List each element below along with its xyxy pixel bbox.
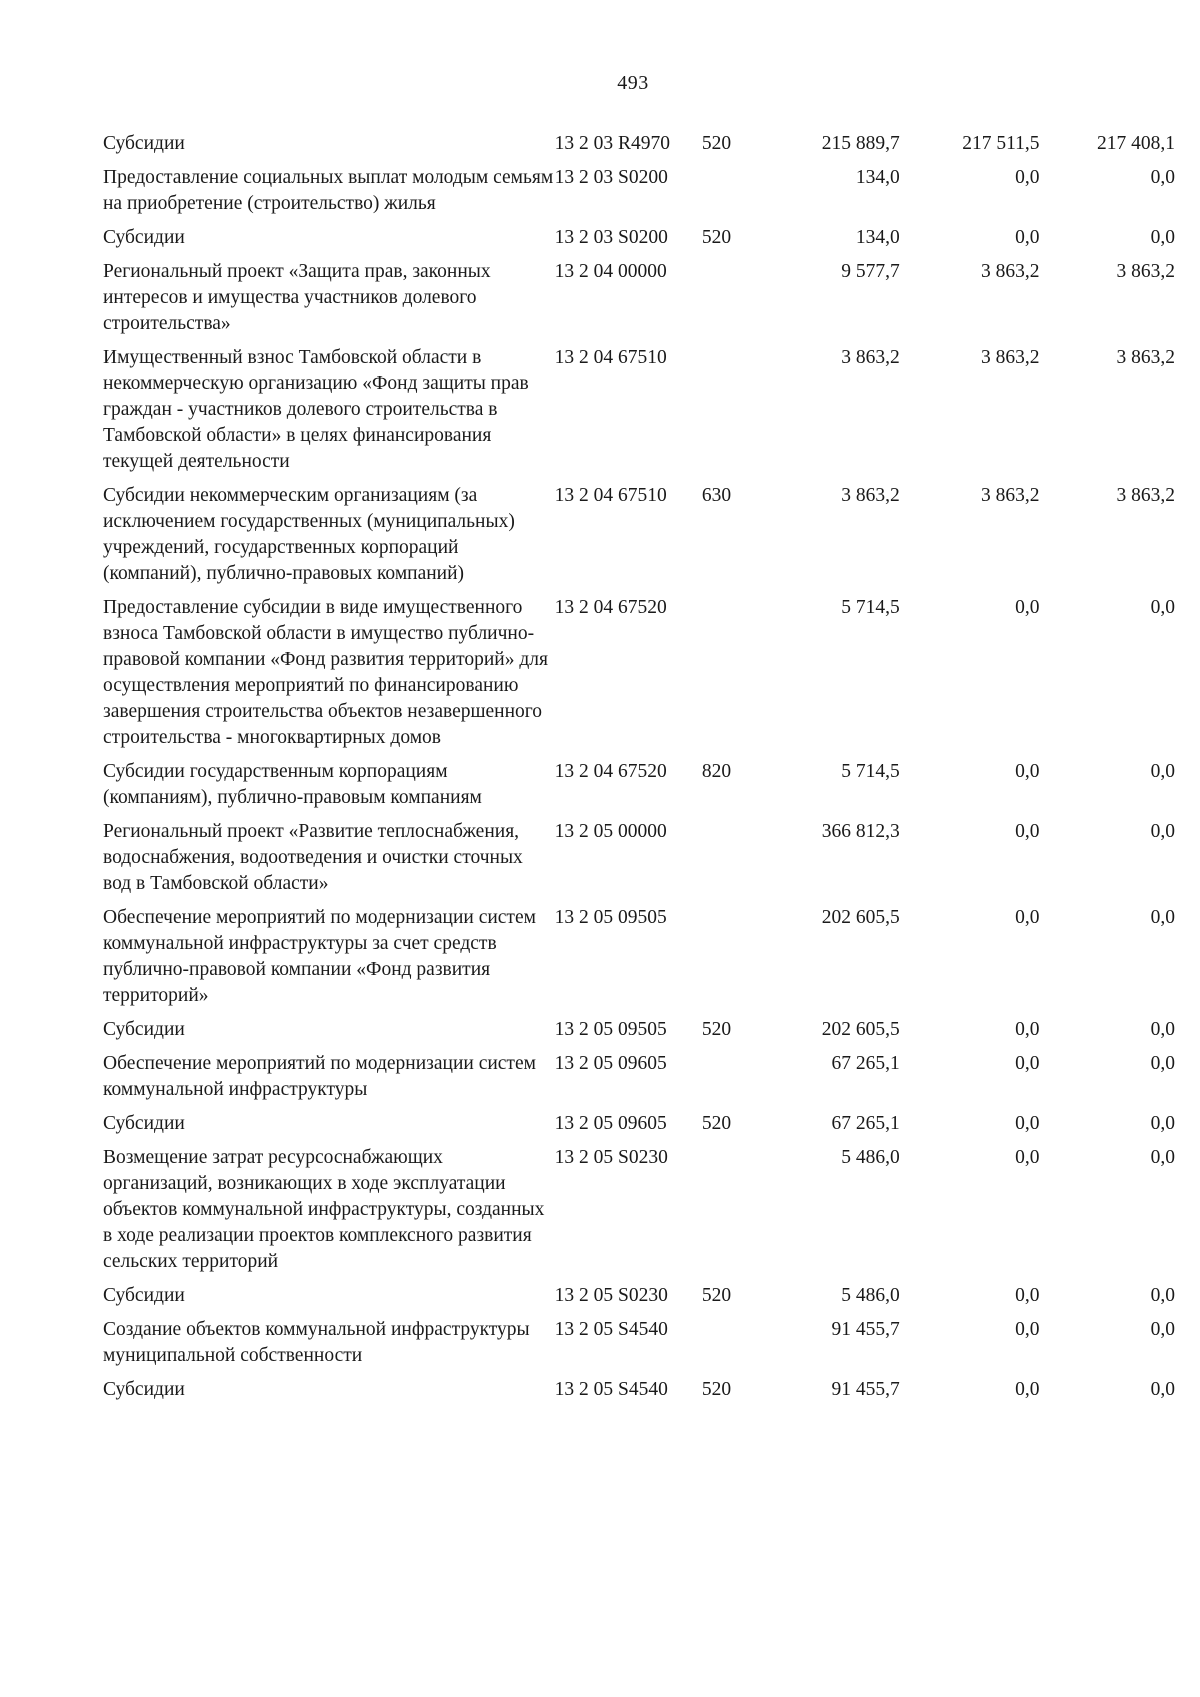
row-amount-year-2: 0,0 <box>1015 1379 1040 1400</box>
row-code: 13 2 05 09605 <box>554 1053 667 1074</box>
row-expense-type: 820 <box>701 761 732 782</box>
row-code: 13 2 04 00000 <box>554 261 667 282</box>
row-name: Субсидии <box>103 1379 185 1400</box>
row-amount-year-3: 0,0 <box>1150 1147 1175 1168</box>
row-amount-year-1: 67 265,1 <box>831 1053 900 1074</box>
row-expense-type: 520 <box>701 133 732 154</box>
row-amount-year-3: 0,0 <box>1150 1053 1175 1074</box>
row-expense-type <box>702 905 777 1017</box>
row-expense-type: 630 <box>701 485 732 506</box>
table-row <box>103 595 1175 759</box>
row-expense-type <box>702 259 777 345</box>
row-expense-type: 520 <box>701 1019 732 1040</box>
row-amount-year-3: 0,0 <box>1150 821 1175 842</box>
table-row <box>103 1145 1175 1283</box>
row-amount-year-1: 67 265,1 <box>831 1113 900 1134</box>
row-code: 13 2 03 R4970 <box>554 133 670 154</box>
table-row <box>103 819 1175 905</box>
row-code: 13 2 05 09505 <box>554 1019 667 1040</box>
row-amount-year-3: 0,0 <box>1150 1019 1175 1040</box>
row-amount-year-2: 0,0 <box>1015 821 1040 842</box>
row-code: 13 2 03 S0200 <box>554 227 668 248</box>
table-row <box>103 1017 1175 1051</box>
row-amount-year-1: 202 605,5 <box>821 1019 900 1040</box>
row-expense-type <box>702 1317 777 1377</box>
row-code: 13 2 05 S0230 <box>554 1285 668 1306</box>
row-code: 13 2 05 S4540 <box>554 1319 668 1340</box>
row-name: Предоставление субсидии в виде имущественного взноса Тамбовской области в имущество публично-правовой компании «Фонд развития территорий» для осуществления мероприятий по финансированию завершения строительства объектов незавершенного строительства - многоквартирных домов <box>103 597 548 748</box>
row-amount-year-1: 134,0 <box>855 227 900 248</box>
row-name: Субсидии некоммерческим организациям (за исключением государственных (муниципальных) учреждений, государственных корпораций (компаний), публично-правовых компаний) <box>103 485 515 584</box>
row-amount-year-1: 5 714,5 <box>841 597 900 618</box>
row-name: Предоставление социальных выплат молодым семьям на приобретение (строительство) жилья <box>103 167 554 214</box>
row-name: Обеспечение мероприятий по модернизации систем коммунальной инфраструктуры за счет средств публично-правовой компании «Фонд развития территорий» <box>103 907 536 1006</box>
row-amount-year-3: 0,0 <box>1150 1379 1175 1400</box>
row-amount-year-2: 217 511,5 <box>962 133 1040 154</box>
row-name: Имущественный взнос Тамбовской области в некоммерческую организацию «Фонд защиты прав граждан - участников долевого строительства в Тамбовской области» в целях финансирования текущей деятельности <box>103 347 529 472</box>
row-amount-year-2: 0,0 <box>1015 167 1040 188</box>
row-name: Субсидии <box>103 227 185 248</box>
row-amount-year-2: 3 863,2 <box>980 261 1040 282</box>
row-amount-year-1: 134,0 <box>855 167 900 188</box>
row-amount-year-2: 0,0 <box>1015 761 1040 782</box>
row-amount-year-1: 5 486,0 <box>841 1285 900 1306</box>
row-expense-type: 520 <box>701 1113 732 1134</box>
row-expense-type <box>702 345 777 483</box>
row-expense-type: 520 <box>701 1285 732 1306</box>
row-expense-type <box>702 595 777 759</box>
row-amount-year-2: 0,0 <box>1015 597 1040 618</box>
row-code: 13 2 04 67510 <box>554 347 667 368</box>
row-name: Создание объектов коммунальной инфраструктуры муниципальной собственности <box>103 1319 530 1366</box>
row-name: Региональный проект «Защита прав, законных интересов и имущества участников долевого строительства» <box>103 261 491 334</box>
row-amount-year-2: 0,0 <box>1015 227 1040 248</box>
row-amount-year-3: 3 863,2 <box>1116 485 1175 506</box>
row-amount-year-2: 0,0 <box>1015 907 1040 928</box>
row-expense-type: 520 <box>701 227 732 248</box>
table-row <box>103 1051 1175 1111</box>
row-amount-year-3: 0,0 <box>1150 167 1175 188</box>
row-code: 13 2 05 09505 <box>554 907 667 928</box>
row-code: 13 2 05 S4540 <box>554 1379 668 1400</box>
row-amount-year-1: 5 486,0 <box>841 1147 900 1168</box>
row-amount-year-1: 3 863,2 <box>841 485 900 506</box>
table-row <box>103 1317 1175 1377</box>
row-code: 13 2 03 S0200 <box>554 167 668 188</box>
table-row <box>103 225 1175 259</box>
table-row <box>103 1111 1175 1145</box>
row-amount-year-1: 366 812,3 <box>821 821 900 842</box>
budget-table-body <box>103 131 1175 1411</box>
row-amount-year-3: 217 408,1 <box>1097 133 1175 154</box>
row-code: 13 2 04 67520 <box>554 761 667 782</box>
row-amount-year-3: 0,0 <box>1150 761 1175 782</box>
row-amount-year-3: 0,0 <box>1150 597 1175 618</box>
row-amount-year-2: 3 863,2 <box>980 347 1040 368</box>
row-amount-year-2: 0,0 <box>1015 1285 1040 1306</box>
row-expense-type <box>702 1051 777 1111</box>
row-amount-year-2: 0,0 <box>1015 1113 1040 1134</box>
row-amount-year-1: 215 889,7 <box>821 133 900 154</box>
row-expense-type: 520 <box>701 1379 732 1400</box>
row-amount-year-3: 0,0 <box>1150 1113 1175 1134</box>
table-row <box>103 165 1175 225</box>
row-code: 13 2 05 S0230 <box>554 1147 668 1168</box>
row-name: Региональный проект «Развитие теплоснабжения, водоснабжения, водоотведения и очистки сточных вод в Тамбовской области» <box>103 821 523 894</box>
row-amount-year-1: 9 577,7 <box>841 261 900 282</box>
row-amount-year-2: 0,0 <box>1015 1019 1040 1040</box>
row-expense-type <box>702 1145 777 1283</box>
row-amount-year-3: 0,0 <box>1150 907 1175 928</box>
row-expense-type <box>702 819 777 905</box>
row-code: 13 2 05 09605 <box>554 1113 667 1134</box>
table-row <box>103 483 1175 595</box>
table-row <box>103 759 1175 819</box>
row-name: Субсидии <box>103 133 185 154</box>
row-amount-year-3: 0,0 <box>1150 1319 1175 1340</box>
row-amount-year-3: 0,0 <box>1150 227 1175 248</box>
table-row <box>103 259 1175 345</box>
row-expense-type <box>702 165 777 225</box>
page-number: 493 <box>617 72 649 94</box>
row-name: Обеспечение мероприятий по модернизации систем коммунальной инфраструктуры <box>103 1053 536 1100</box>
row-code: 13 2 04 67510 <box>554 485 667 506</box>
row-amount-year-3: 0,0 <box>1150 1285 1175 1306</box>
row-name: Субсидии <box>103 1019 185 1040</box>
row-amount-year-3: 3 863,2 <box>1116 261 1175 282</box>
row-name: Субсидии государственным корпорациям (компаниям), публично-правовым компаниям <box>103 761 482 808</box>
row-amount-year-1: 91 455,7 <box>831 1379 900 1400</box>
row-amount-year-2: 0,0 <box>1015 1147 1040 1168</box>
row-amount-year-3: 3 863,2 <box>1116 347 1175 368</box>
row-amount-year-1: 202 605,5 <box>821 907 900 928</box>
row-name: Возмещение затрат ресурсоснабжающих организаций, возникающих в ходе эксплуатации объектов коммунальной инфраструктуры, созданных в ходе реализации проектов комплексного развития сельских территорий <box>103 1147 545 1272</box>
row-name: Субсидии <box>103 1285 185 1306</box>
table-row <box>103 1283 1175 1317</box>
row-amount-year-2: 0,0 <box>1015 1319 1040 1340</box>
row-amount-year-2: 0,0 <box>1015 1053 1040 1074</box>
row-amount-year-1: 91 455,7 <box>831 1319 900 1340</box>
table-row <box>103 345 1175 483</box>
budget-table <box>103 131 1175 1411</box>
row-amount-year-1: 3 863,2 <box>841 347 900 368</box>
row-code: 13 2 05 00000 <box>554 821 667 842</box>
table-row <box>103 131 1175 165</box>
row-name: Субсидии <box>103 1113 185 1134</box>
row-amount-year-2: 3 863,2 <box>980 485 1040 506</box>
table-row <box>103 1377 1175 1411</box>
table-row <box>103 905 1175 1017</box>
row-amount-year-1: 5 714,5 <box>841 761 900 782</box>
row-code: 13 2 04 67520 <box>554 597 667 618</box>
